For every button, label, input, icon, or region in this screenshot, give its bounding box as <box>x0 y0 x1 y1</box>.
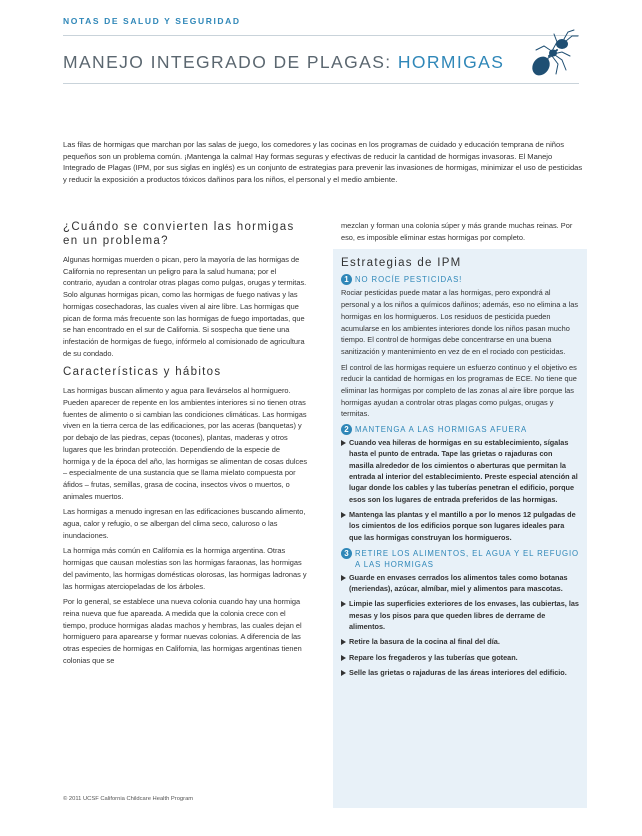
characteristics-heading: Características y hábitos <box>63 366 222 379</box>
list-item: Selle las grietas o rajaduras de las áreas interiores del edificio. <box>341 667 579 678</box>
number-3-icon: 3 <box>341 548 352 559</box>
strategy-2-title: MANTENGA A LAS HORMIGAS AFUERA <box>355 425 528 435</box>
strategy-1-heading <box>341 274 579 285</box>
footer-copyright: © 2011 UCSF California Childcare Health Program <box>63 796 194 802</box>
when-heading: ¿Cuándo se convierten las hormigas en un problema? <box>63 221 295 247</box>
strategy-1-p1: Rociar pesticidas puede matar a las hormigas, pero expondrá al personal y a los niños a químicos dañinos; además, eso no elimina a las hormigas en los hormigueros. Los residuos de pesticida pueden acumularse en los ambientes interiores donde los niños pasan mucho tiempo. El control de hormigas debe concentrarse en una buena sanitización y mantenimiento en vez de en el rociado con pesticidas. <box>341 288 579 356</box>
ipm-strategies-box <box>333 249 587 808</box>
number-1-icon: 1 <box>341 274 352 285</box>
strategy-2-list <box>341 437 579 543</box>
list-item: Limpie las superficies exteriores de los envases, las cubiertas, las mesas y los pisos para que queden libres de derrame de alimentos. <box>341 598 579 632</box>
strategy-3-title: RETIRE LOS ALIMENTOS, EL AGUA Y EL REFUGIO A LAS HORMIGAS <box>355 548 579 569</box>
title-rule <box>63 83 579 84</box>
characteristics-p4: Por lo general, se establece una nueva colonia cuando hay una hormiga reina nueva que fue apareada. A medida que la colonia crece con el tiempo, produce hormigas aladas machos y hembras, las cuales dejan el hormiguero para aparearse y formar nuevas colonias. A diferencia de las otras especies de hormigas en California, las hormigas argentinas tienen colonias que se <box>63 597 302 665</box>
characteristics-p1: Las hormigas buscan alimento y agua para llevárselos al hormiguero. Pueden aparecer de repente en los ambientes interiores si no tienen otras fuentes de alimento o si cambian las condiciones climáticas. Las hormigas viven en la tierra cerca de las edificaciones, por las aceras (banquetas) y por debajo de las piedras, cepas (tocones), plantas, maderas y otros lugares que les brindan protección. Dependiendo de la especie de hormiga y de la época del año, las hormigas se alimentan de cosas dulces – especialmente de una sustancia que se llama mielato compuesta por áfidos – frutas, semillas, grasa de cocina, insectos vivos o muertos, o animales muertos. <box>63 386 308 501</box>
characteristics-p3: La hormiga más común en California es la hormiga argentina. Otras hormigas que causan molestias son las hormigas faraonas, las hormigas del pavimento, las hormigas domésticas olorosas, las hormigas ladronas y las hormigas aterciopeladas de los árboles. <box>63 546 307 591</box>
list-item: Repare los fregaderos y las tuberías que gotean. <box>341 652 579 663</box>
header-kicker: NOTAS DE SALUD Y SEGURIDAD <box>63 16 241 26</box>
right-column <box>333 220 587 808</box>
when-body: Algunas hormigas muerden o pican, pero la mayoría de las hormigas de California no representan un peligro para la salud humana; por el contrario, ayudan a controlar otras plagas como pulgas, orugas y termitas. Solo algunas hormigas pican, como las hormigas de fuego nativas y las hormigas cosechadoras, las cuales viven al aire libre. Las hormigas que pican de forma más frecuente son las hormigas de fuego importadas, que se han encontrado en el sur de California. Si sospecha que tiene una infestación de hormigas de fuego, infórmelo al comisionado de agricultura de su condado. <box>63 255 307 358</box>
ant-icon <box>522 28 582 84</box>
strategies-heading: Estrategias de IPM <box>341 257 462 270</box>
title-main: MANEJO INTEGRADO DE PLAGAS: <box>63 52 392 72</box>
strategy-3-heading <box>341 548 579 570</box>
list-item: Retire la basura de la cocina al final del día. <box>341 636 579 647</box>
characteristics-continuation: mezclan y forman una colonia súper y más grande muchas reinas. Por eso, es imposible eliminar estas hormigas por completo. <box>341 221 573 242</box>
list-item: Cuando vea hileras de hormigas en su establecimiento, sígalas hasta el punto de entrada. Tape las grietas o rajaduras con masilla alrededor de los cimientos o aberturas que permitan la entrada al interior del establecimiento. Preste especial atención al lugar donde los cables y las tuberías penetran el edificio, porque esos son los lugares de entrada preferidos de las hormigas. <box>341 437 579 505</box>
page-title <box>63 52 504 73</box>
title-highlight: HORMIGAS <box>397 52 505 72</box>
list-item: Guarde en envases cerrados los alimentos tales como botanas (meriendas), azúcar, almíbar, miel y alimentos para mascotas. <box>341 572 579 595</box>
left-column <box>63 220 308 671</box>
list-item: Mantenga las plantas y el mantillo a por lo menos 12 pulgadas de los cimientos de los edificios porque son lugares ideales para que las hormigas construyan los hormigueros. <box>341 509 579 543</box>
strategy-2-heading <box>341 424 579 435</box>
characteristics-p2: Las hormigas a menudo ingresan en las edificaciones buscando alimento, agua, calor y refugio, o se albergan del clima seco, caluroso o las inundaciones. <box>63 507 306 540</box>
strategy-1-p2: El control de las hormigas requiere un esfuerzo continuo y el objetivo es reducir la cantidad de hormigas en los programas de ECE. No tiene que eliminar las hormigas por completo de las zonas al aire libre porque las hormigas ayudan a controlar otras plagas como pulgas, orugas y termitas. <box>341 362 577 419</box>
strategy-3-list <box>341 572 579 678</box>
number-2-icon: 2 <box>341 424 352 435</box>
top-rule <box>63 35 579 36</box>
strategy-1-title: NO ROCÍE PESTICIDAS! <box>355 275 463 285</box>
intro-paragraph: Las filas de hormigas que marchan por las salas de juego, los comedores y las cocinas en los programas de cuidado y educación temprana de niños pequeños son un problema común. ¡Mantenga la calma! Hay formas seguras y efectivas de reducir la cantidad de hormigas invasoras. El Manejo Integrado de Plagas (IPM, por sus siglas en inglés) es un conjunto de estrategias para prevenir las invasiones de hormigas, minimizar el uso de pesticidas y reducir la exposición a productos tóxicos dañinos para los niños, el personal y el medio ambiente. <box>63 140 583 184</box>
